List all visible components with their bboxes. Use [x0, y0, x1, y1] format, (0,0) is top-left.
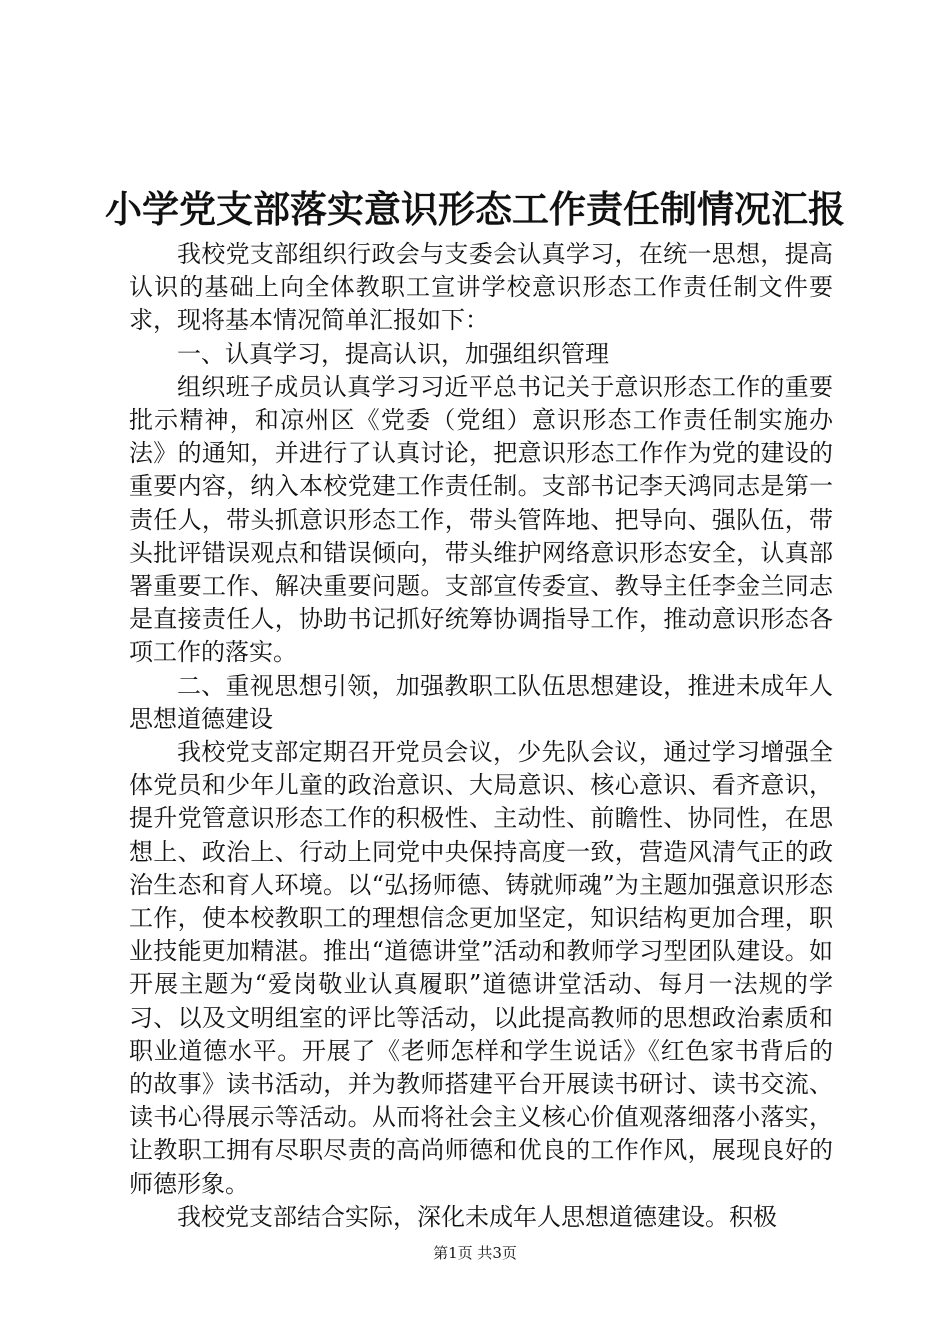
paragraph-section-1: 组织班子成员认真学习习近平总书记关于意识形态工作的重要批示精神，和凉州区《党委（党组）意识形态工作责任制实施办法》的通知，并进行了认真讨论，把意识形态工作作为党的建设的重要内容，纳入本校党建工作责任制。支部书记李天鸿同志是第一责任人，带头抓意识形态工作，带头管阵地、把导向、强队伍，带头批评错误观点和错误倾向，带头维护网络意识形态安全，认真部署重要工作、解决重要问题。支部宣传委宣、教导主任李金兰同志是直接责任人，协助书记抓好统筹协调指导工作，推动意识形态各项工作的落实。 — [129, 372, 833, 667]
section-heading-2: 二、重视思想引领，加强教职工队伍思想建设，推进未成年人思想道德建设 — [129, 671, 833, 733]
page-footer: 第1页 共3页 — [433, 1244, 517, 1262]
section-heading-1: 一、认真学习，提高认识，加强组织管理 — [177, 339, 609, 368]
paragraph-section-2: 我校党支部定期召开党员会议，少先队会议，通过学习增强全体党员和少年儿童的政治意识、大局意识、核心意识、看齐意识，提升党管意识形态工作的积极性、主动性、前瞻性、协同性，在思想上、政治上、行动上同党中央保持高度一致，营造风清气正的政治生态和育人环境。以“弘扬师德、铸就师魂”为主题加强意识形态工作，使本校教职工的理想信念更加坚定，知识结构更加合理，职业技能更加精湛。推出“道德讲堂”活动和教师学习型团队建设。如开展主题为“爱岗敬业认真履职”道德讲堂活动、每月一法规的学习、以及文明组室的评比等活动，以此提高教师的思想政治素质和职业道德水平。开展了《老师怎样和学生说话》《红色家书背后的的故事》读书活动，并为教师搭建平台开展读书研讨、读书交流、读书心得展示等活动。从而将社会主义核心价值观落细落小落实，让教职工拥有尽职尽责的高尚师德和优良的工作作风，展现良好的师德形象。 — [129, 738, 833, 1198]
paragraph-continued: 我校党支部结合实际，深化未成年人思想道德建设。积极 — [177, 1202, 777, 1231]
document-body — [129, 238, 833, 1234]
paragraph-intro: 我校党支部组织行政会与支委会认真学习，在统一思想，提高认识的基础上向全体教职工宣讲学校意识形态工作责任制文件要求，现将基本情况简单汇报如下： — [129, 240, 833, 335]
document-title: 小学党支部落实意识形态工作责任制情况汇报 — [105, 187, 845, 231]
